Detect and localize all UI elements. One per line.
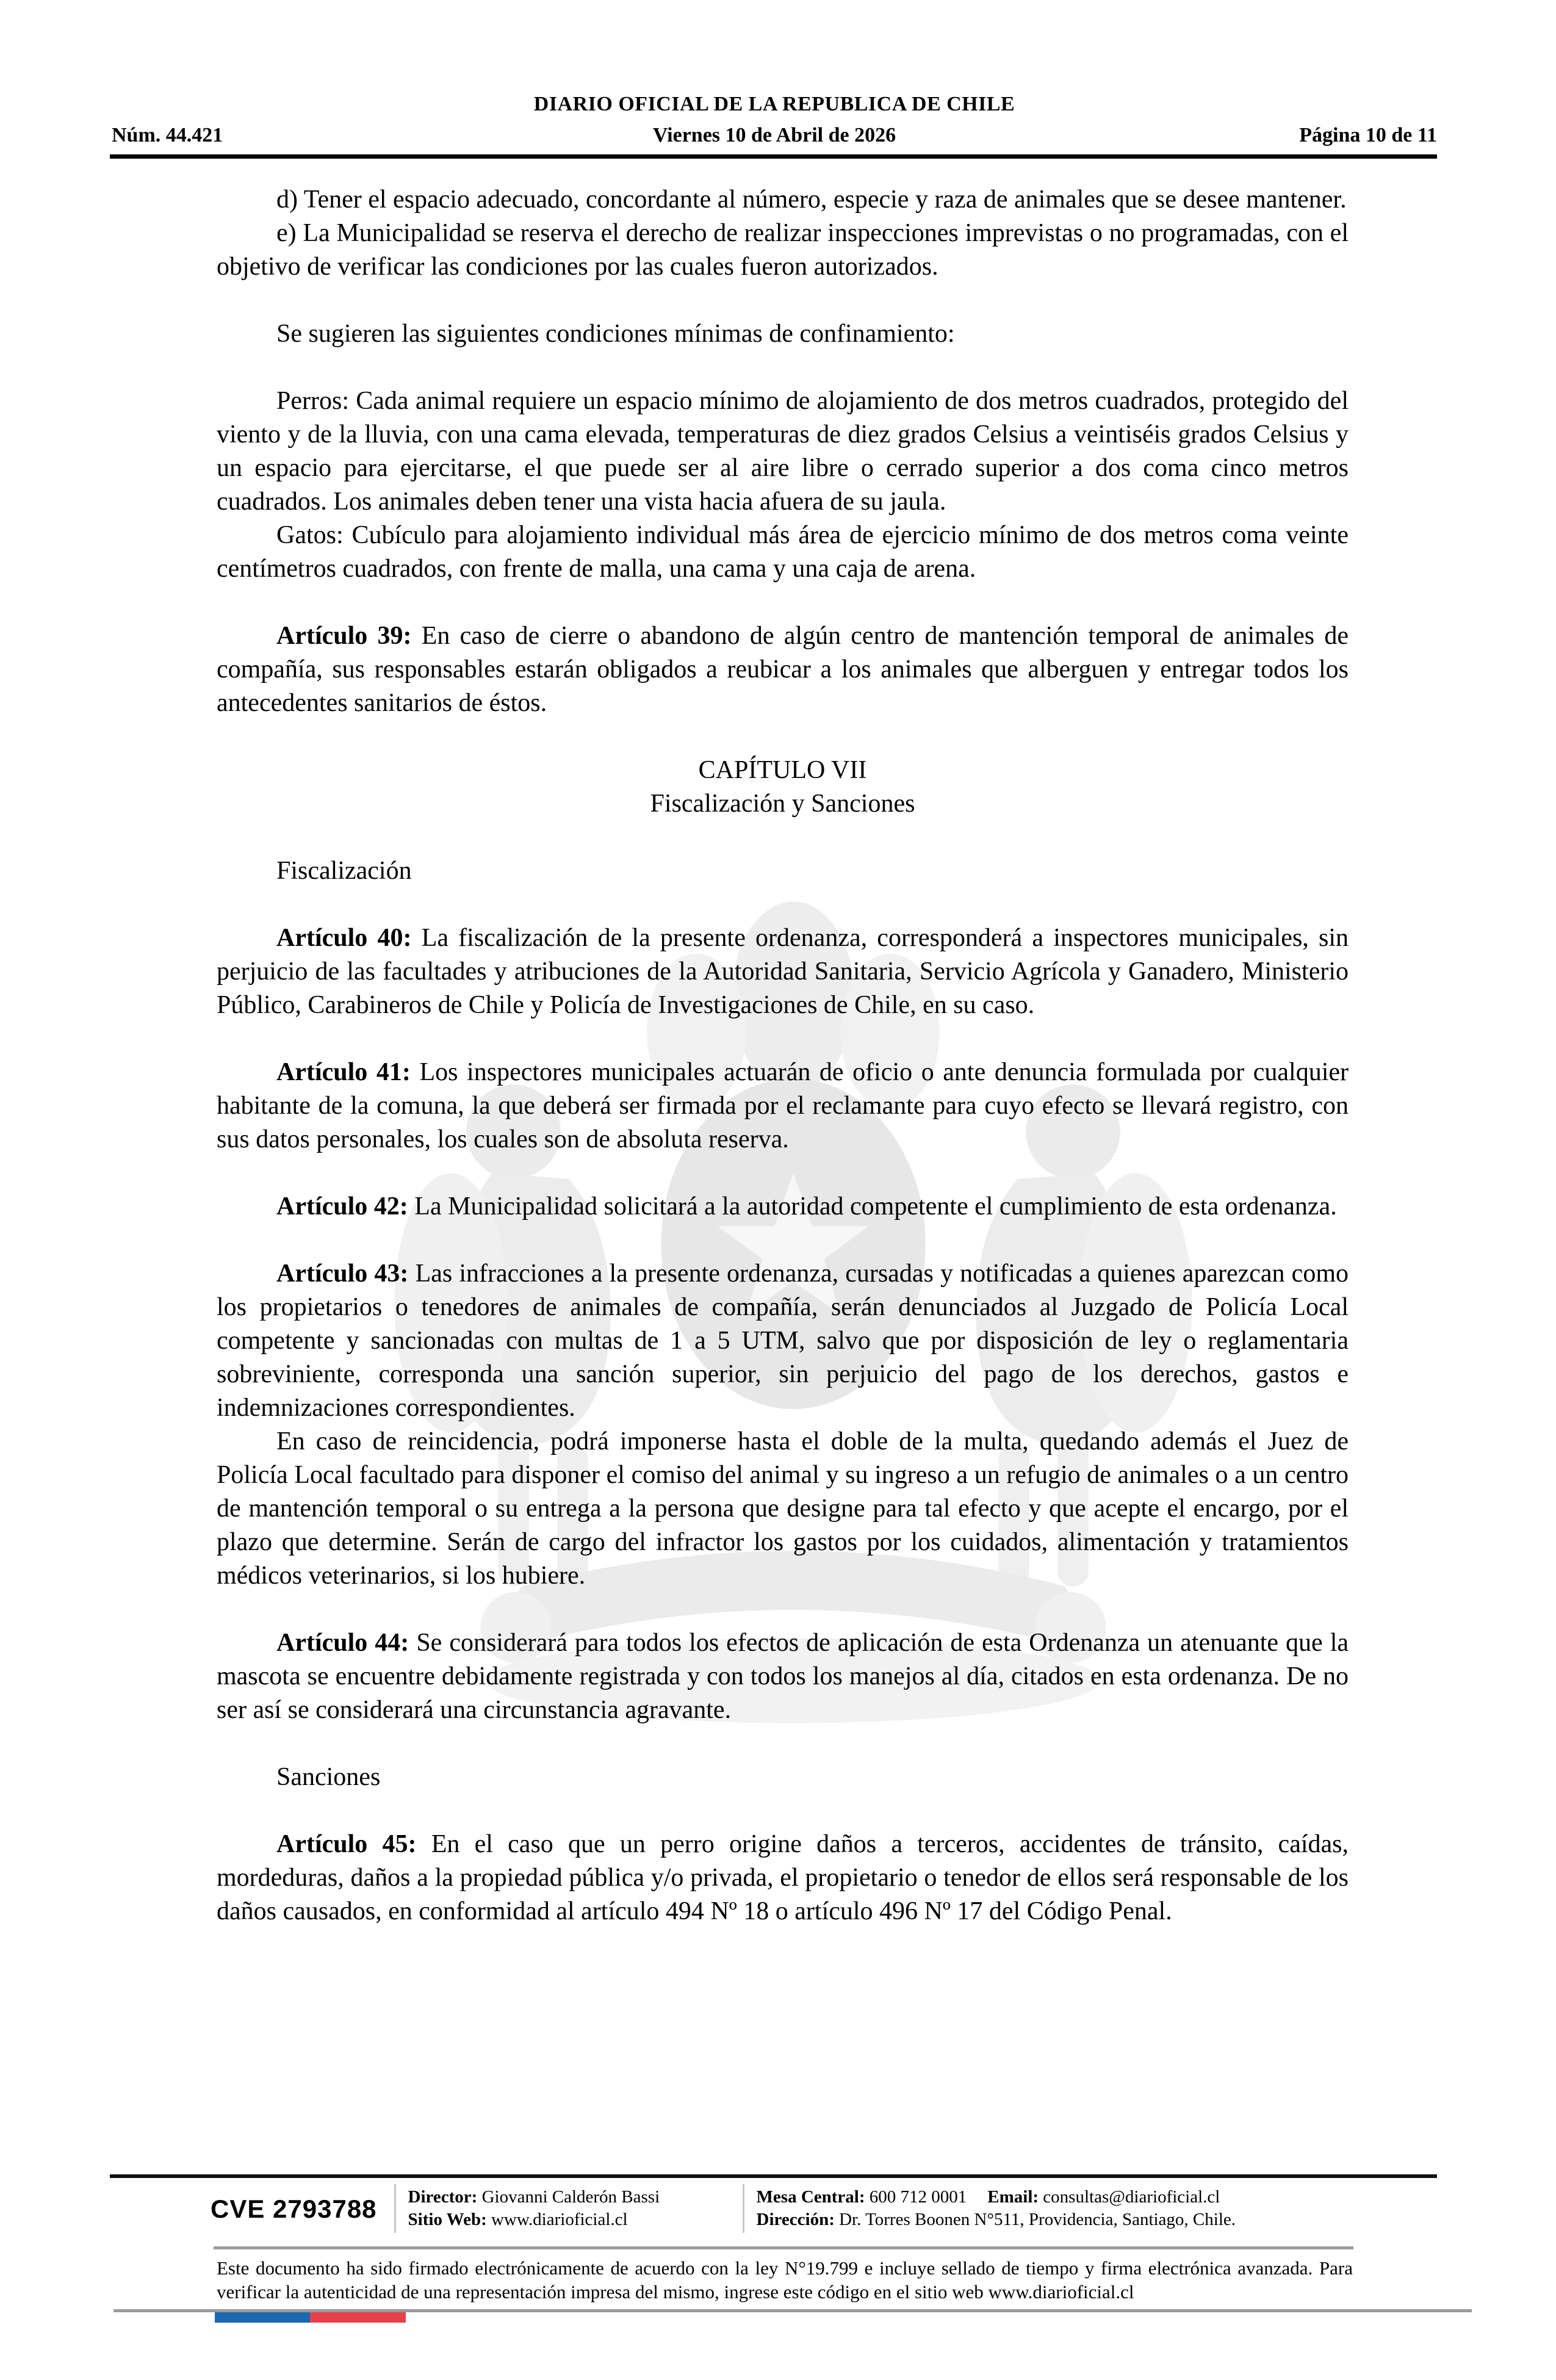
footer-contact-column [743,2184,1236,2233]
footer-info-bar [211,2187,1236,2230]
phone-label: Mesa Central: [756,2187,865,2207]
article-45-paragraph: Artículo 45: En el caso que un perro origine daños a terceros, accidentes de tránsito, caídas, mordeduras, daños a la propiedad pública y/o privada, el propietario o tenedor de ellos será responsable de los daños causados, en conformidad al artículo 494 Nº 18 o artículo 496 Nº 17 del Código Penal. [217,1830,1349,1925]
phone-number: 600 712 0001 [869,2187,967,2207]
chapter-heading: CAPÍTULO VII [698,756,867,784]
clause-e-paragraph: e) La Municipalidad se reserva el derecho de realizar inspecciones imprevistas o no programadas, con el objetivo de verificar las condiciones por las cuales fueron autorizados. [217,219,1349,281]
header-rule [110,154,1437,159]
fiscalizacion-label: Fiscalización [276,857,412,885]
article-44-label: Artículo 44: [276,1629,409,1657]
page-indicator: Página 10 de 11 [1299,124,1437,146]
cats-conditions-paragraph: Gatos: Cubículo para alojamiento individual más área de ejercicio mínimo de dos metros coma veinte centímetros cuadrados, con frente de malla, una cama y una caja de arena. [217,521,1349,583]
email-label: Email: [987,2187,1039,2207]
footer-director-column [394,2184,743,2233]
article-40-paragraph: Artículo 40: La fiscalización de la presente ordenanza, corresponderá a inspectores municipales, sin perjuicio de las facultades y atribuciones de la Autoridad Sanitaria, Servicio Agrícola y Ganadero, Ministerio Público, Carabineros de Chile y Policía de Investigaciones de Chile, en su caso. [217,924,1349,1019]
article-41-paragraph: Artículo 41: Los inspectores municipales actuarán de oficio o ante denuncia formulada por cualquier habitante de la comuna, la que deberá ser firmada por el reclamante para cuyo efecto se llevará registro, con sus datos personales, los cuales son de absoluta reserva. [217,1058,1349,1153]
recidivism-paragraph: En caso de reincidencia, podrá imponerse hasta el doble de la multa, quedando además el Juez de Policía Local facultado para disponer el comiso del animal y su ingreso a un refugio de animales o a un centro de mantención temporal o su entrega a la persona que designe para tal efecto y que acepte el encargo, por el plazo que determine. Serán de cargo del infractor los gastos por los cuidados, alimentación y tratamientos médicos veterinarios, si los hubiere. [217,1427,1349,1590]
publication-title: DIARIO OFICIAL DE LA REPUBLICA DE CHILE [533,93,1015,115]
article-42-label: Artículo 42: [276,1192,408,1221]
flag-bar-blue [215,2312,310,2323]
header-meta-row [112,124,1437,151]
email-address: consultas@diarioficial.cl [1043,2187,1220,2207]
legal-notice: Este documento ha sido firmado electrónicamente de acuerdo con la ley N°19.799 e incluye sellado de tiempo y firma electrónica avanzada. Para verificar la autenticidad de una representación impresa del mismo, ingrese este código en el sitio web www.diarioficial.cl [217,2257,1353,2302]
article-40-label: Artículo 40: [276,924,412,952]
director-label: Director: [408,2187,478,2207]
cve-code: CVE 2793788 [211,2194,377,2223]
footer-top-rule [110,2174,1437,2178]
issue-number: Núm. 44.421 [112,124,223,146]
article-39-label: Artículo 39: [276,622,412,650]
website-line [408,2209,743,2231]
article-44-paragraph: Artículo 44: Se considerará para todos los efectos de aplicación de esta Ordenanza un atenuante que la mascota se encuentre debidamente registrada y con todos los manejos al día, citados en esta ordenanza. De no ser así se considerará una circunstancia agravante. [217,1629,1349,1724]
article-39-paragraph: Artículo 39: En caso de cierre o abandono de algún centro de mantención temporal de animales de compañía, sus responsables estarán obligados a reubicar a los animales que alberguen y entregar todos los antecedentes sanitarios de éstos. [217,622,1349,717]
address-label: Dirección: [756,2210,835,2229]
address-value: Dr. Torres Boonen N°511, Providencia, Santiago, Chile. [839,2210,1236,2229]
article-45-label: Artículo 45: [276,1830,417,1858]
website-label: Sitio Web: [408,2210,487,2229]
dogs-conditions-paragraph: Perros: Cada animal requiere un espacio mínimo de alojamiento de dos metros cuadrados, protegido del viento y de la lluvia, con una cama elevada, temperaturas de diez grados Celsius a veintiséis grados Celsius y un espacio para ejercitarse, el que puede ser al aire libre o cerrado superior a dos coma cinco metros cuadrados. Los animales deben tener una vista hacia afuera de su jaula. [217,387,1349,516]
director-line [408,2186,743,2209]
flag-bar-red [310,2312,406,2323]
document-body [217,183,1349,1928]
issue-date: Viernes 10 de Abril de 2026 [652,124,896,146]
director-name: Giovanni Calderón Bassi [481,2187,660,2207]
confinement-intro-paragraph: Se sugieren las siguientes condiciones mínimas de confinamiento: [276,320,955,348]
clause-d-paragraph: d) Tener el espacio adecuado, concordante al número, especie y raza de animales que se desee mantener. [276,186,1347,214]
address-line [757,2209,1236,2231]
article-43-label: Artículo 43: [276,1260,409,1288]
article-42-paragraph: Artículo 42: La Municipalidad solicitará a la autoridad competente el cumplimiento de esta ordenanza. [276,1192,1337,1221]
sanciones-label: Sanciones [276,1763,381,1791]
chapter-subheading: Fiscalización y Sanciones [650,790,915,818]
website-url: www.diarioficial.cl [491,2210,628,2229]
phone-email-line [757,2186,1236,2209]
article-43-paragraph: Artículo 43: Las infracciones a la presente ordenanza, cursadas y notificadas a quienes aparezcan como los propietarios o tenedores de animales de compañía, serán denunciados al Juzgado de Policía Local competente y sancionadas con multas de 1 a 5 UTM, salvo que por disposición de ley o reglamentaria sobreviniente, corresponda una sanción superior, sin perjuicio del pago de los derechos, gastos e indemnizaciones correspondientes. [217,1260,1349,1422]
article-41-label: Artículo 41: [276,1058,411,1086]
footer-gray-rule [214,2246,1353,2249]
